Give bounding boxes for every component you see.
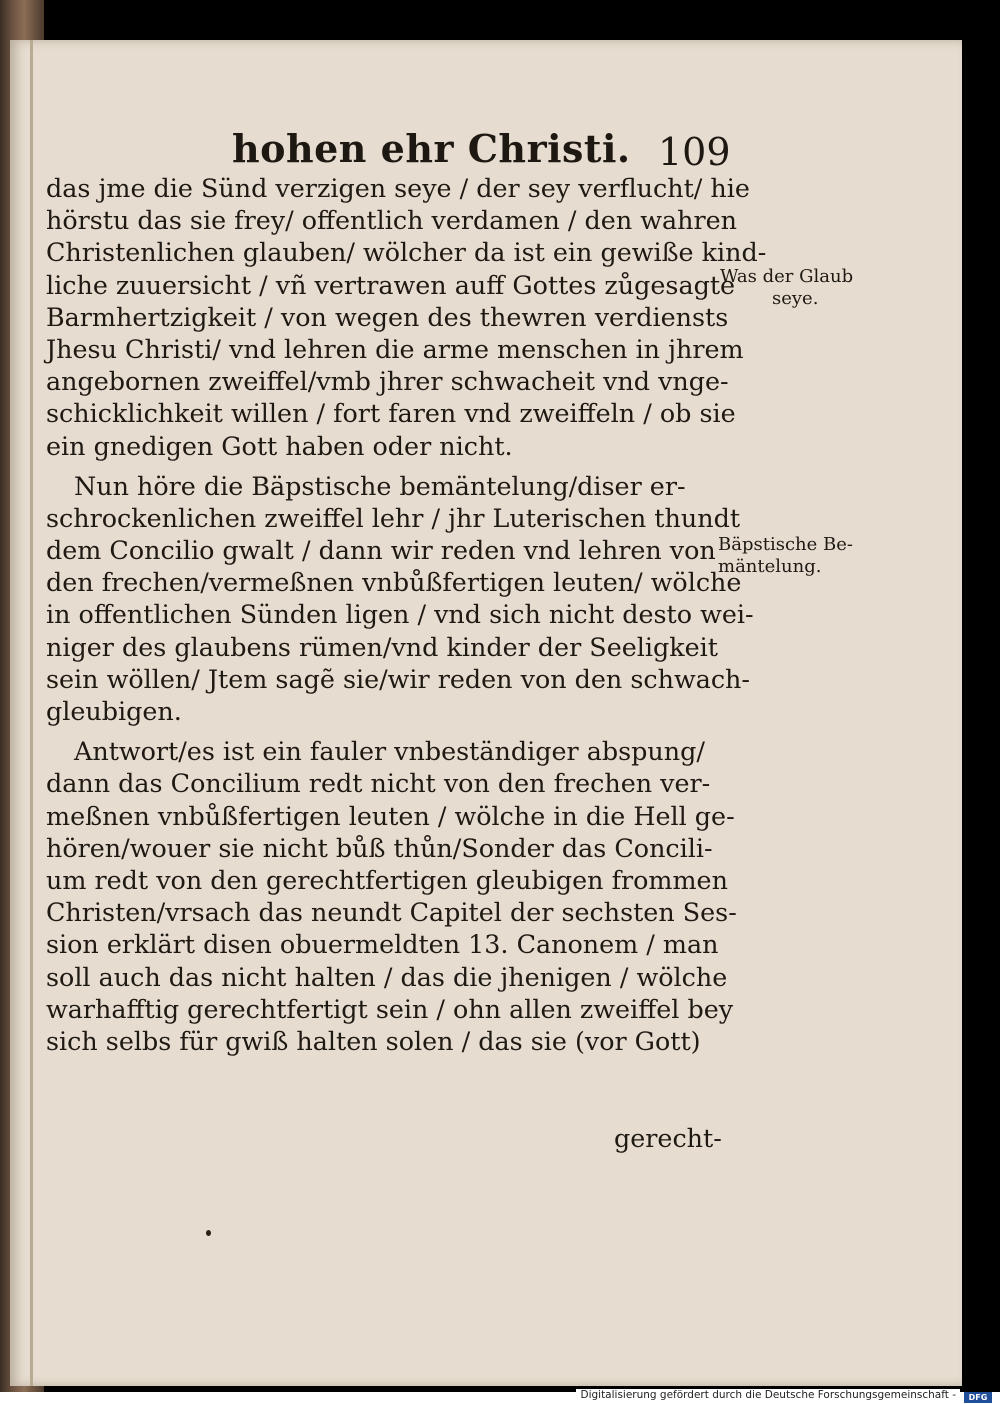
catchword: gerecht- bbox=[614, 1123, 722, 1153]
text-line: sein wöllen/ Jtem sagẽ sie/wir reden von den schwach- bbox=[46, 663, 750, 694]
text-line: sich selbs für gwiß halten solen / das sie (vor Gott) bbox=[46, 1025, 701, 1056]
body-text bbox=[46, 172, 767, 1057]
digitization-credit: Digitalisierung gefördert durch die Deutsche Forschungsgemeinschaft - bbox=[576, 1389, 960, 1401]
text-line: soll auch das nicht halten / das die jhenigen / wölche bbox=[46, 961, 728, 992]
running-head: hohen ehr Christi. bbox=[232, 126, 631, 171]
text-line: ein gnedigen Gott haben oder nicht. bbox=[46, 430, 513, 461]
marginal-note-line: seye. bbox=[772, 288, 819, 309]
text-line: hören/wouer sie nicht bůß thůn/Sonder das Concili- bbox=[46, 832, 713, 863]
text-line: schicklichkeit willen / fort faren vnd zweiffeln / ob sie bbox=[46, 398, 736, 429]
text-line: sion erklärt disen obuermeldten 13. Canonem / man bbox=[46, 929, 719, 960]
dfg-logo: DFG bbox=[964, 1392, 992, 1403]
text-line: Barmhertzigkeit / von wegen des thewren verdiensts bbox=[46, 301, 729, 332]
text-line: Christen/vrsach das neundt Capitel der sechsten Ses- bbox=[46, 897, 737, 928]
text-line: Antwort/es ist ein fauler vnbeständiger abspung/ bbox=[74, 736, 705, 767]
text-line: dann das Concilium redt nicht von den frechen ver- bbox=[46, 768, 711, 799]
text-line: den frechen/vermeßnen vnbůßfertigen leuten/ wölche bbox=[46, 567, 742, 598]
text-line: Nun höre die Bäpstische bemäntelung/diser er- bbox=[74, 470, 686, 501]
marginal-note-line: Was der Glaub bbox=[720, 266, 854, 287]
text-line: niger des glaubens rümen/vnd kinder der Seeligkeit bbox=[46, 631, 718, 662]
text-line: hörstu das sie frey/ offentlich verdamen / den wahren bbox=[46, 205, 737, 236]
text-line: schrockenlichen zweiffel lehr / jhr Luterischen thundt bbox=[46, 502, 741, 533]
text-line: meßnen vnbůßfertigen leuten / wölche in die Hell ge- bbox=[46, 800, 735, 831]
ink-speck bbox=[206, 1230, 211, 1236]
text-line: Christenlichen glauben/ wölcher da ist ein gewiße kind- bbox=[46, 237, 767, 268]
text-line: das jme die Sünd verzigen seye / der sey verflucht/ hie bbox=[46, 173, 750, 203]
text-line: Jhesu Christi/ vnd lehren die arme menschen in jhrem bbox=[46, 333, 744, 364]
marginal-note-2 bbox=[718, 534, 853, 578]
book-page bbox=[10, 40, 962, 1386]
page-number: 109 bbox=[658, 130, 731, 174]
text-line: warhafftig gerechtfertigt sein / ohn allen zweiffel bey bbox=[46, 993, 734, 1024]
marginal-note-1 bbox=[720, 266, 853, 310]
paragraph-gap bbox=[46, 727, 716, 735]
text-line: liche zuuersicht / vñ vertrawen auff Gottes zůgesagte bbox=[46, 269, 736, 300]
text-line: gleubigen. bbox=[46, 696, 182, 726]
marginal-note-line: mäntelung. bbox=[718, 556, 822, 577]
text-line: angebornen zweiffel/vmb jhrer schwacheit vnd vnge- bbox=[46, 366, 729, 397]
marginal-note-line: Bäpstische Be- bbox=[718, 534, 853, 555]
text-line: um redt von den gerechtfertigen gleubigen frommen bbox=[46, 864, 728, 895]
paragraph-gap bbox=[46, 462, 716, 470]
text-line: dem Concilio gwalt / dann wir reden vnd lehren von bbox=[46, 535, 716, 566]
text-line: in offentlichen Sünden ligen / vnd sich nicht desto wei- bbox=[46, 599, 754, 630]
page-gutter-edge bbox=[30, 40, 33, 1386]
